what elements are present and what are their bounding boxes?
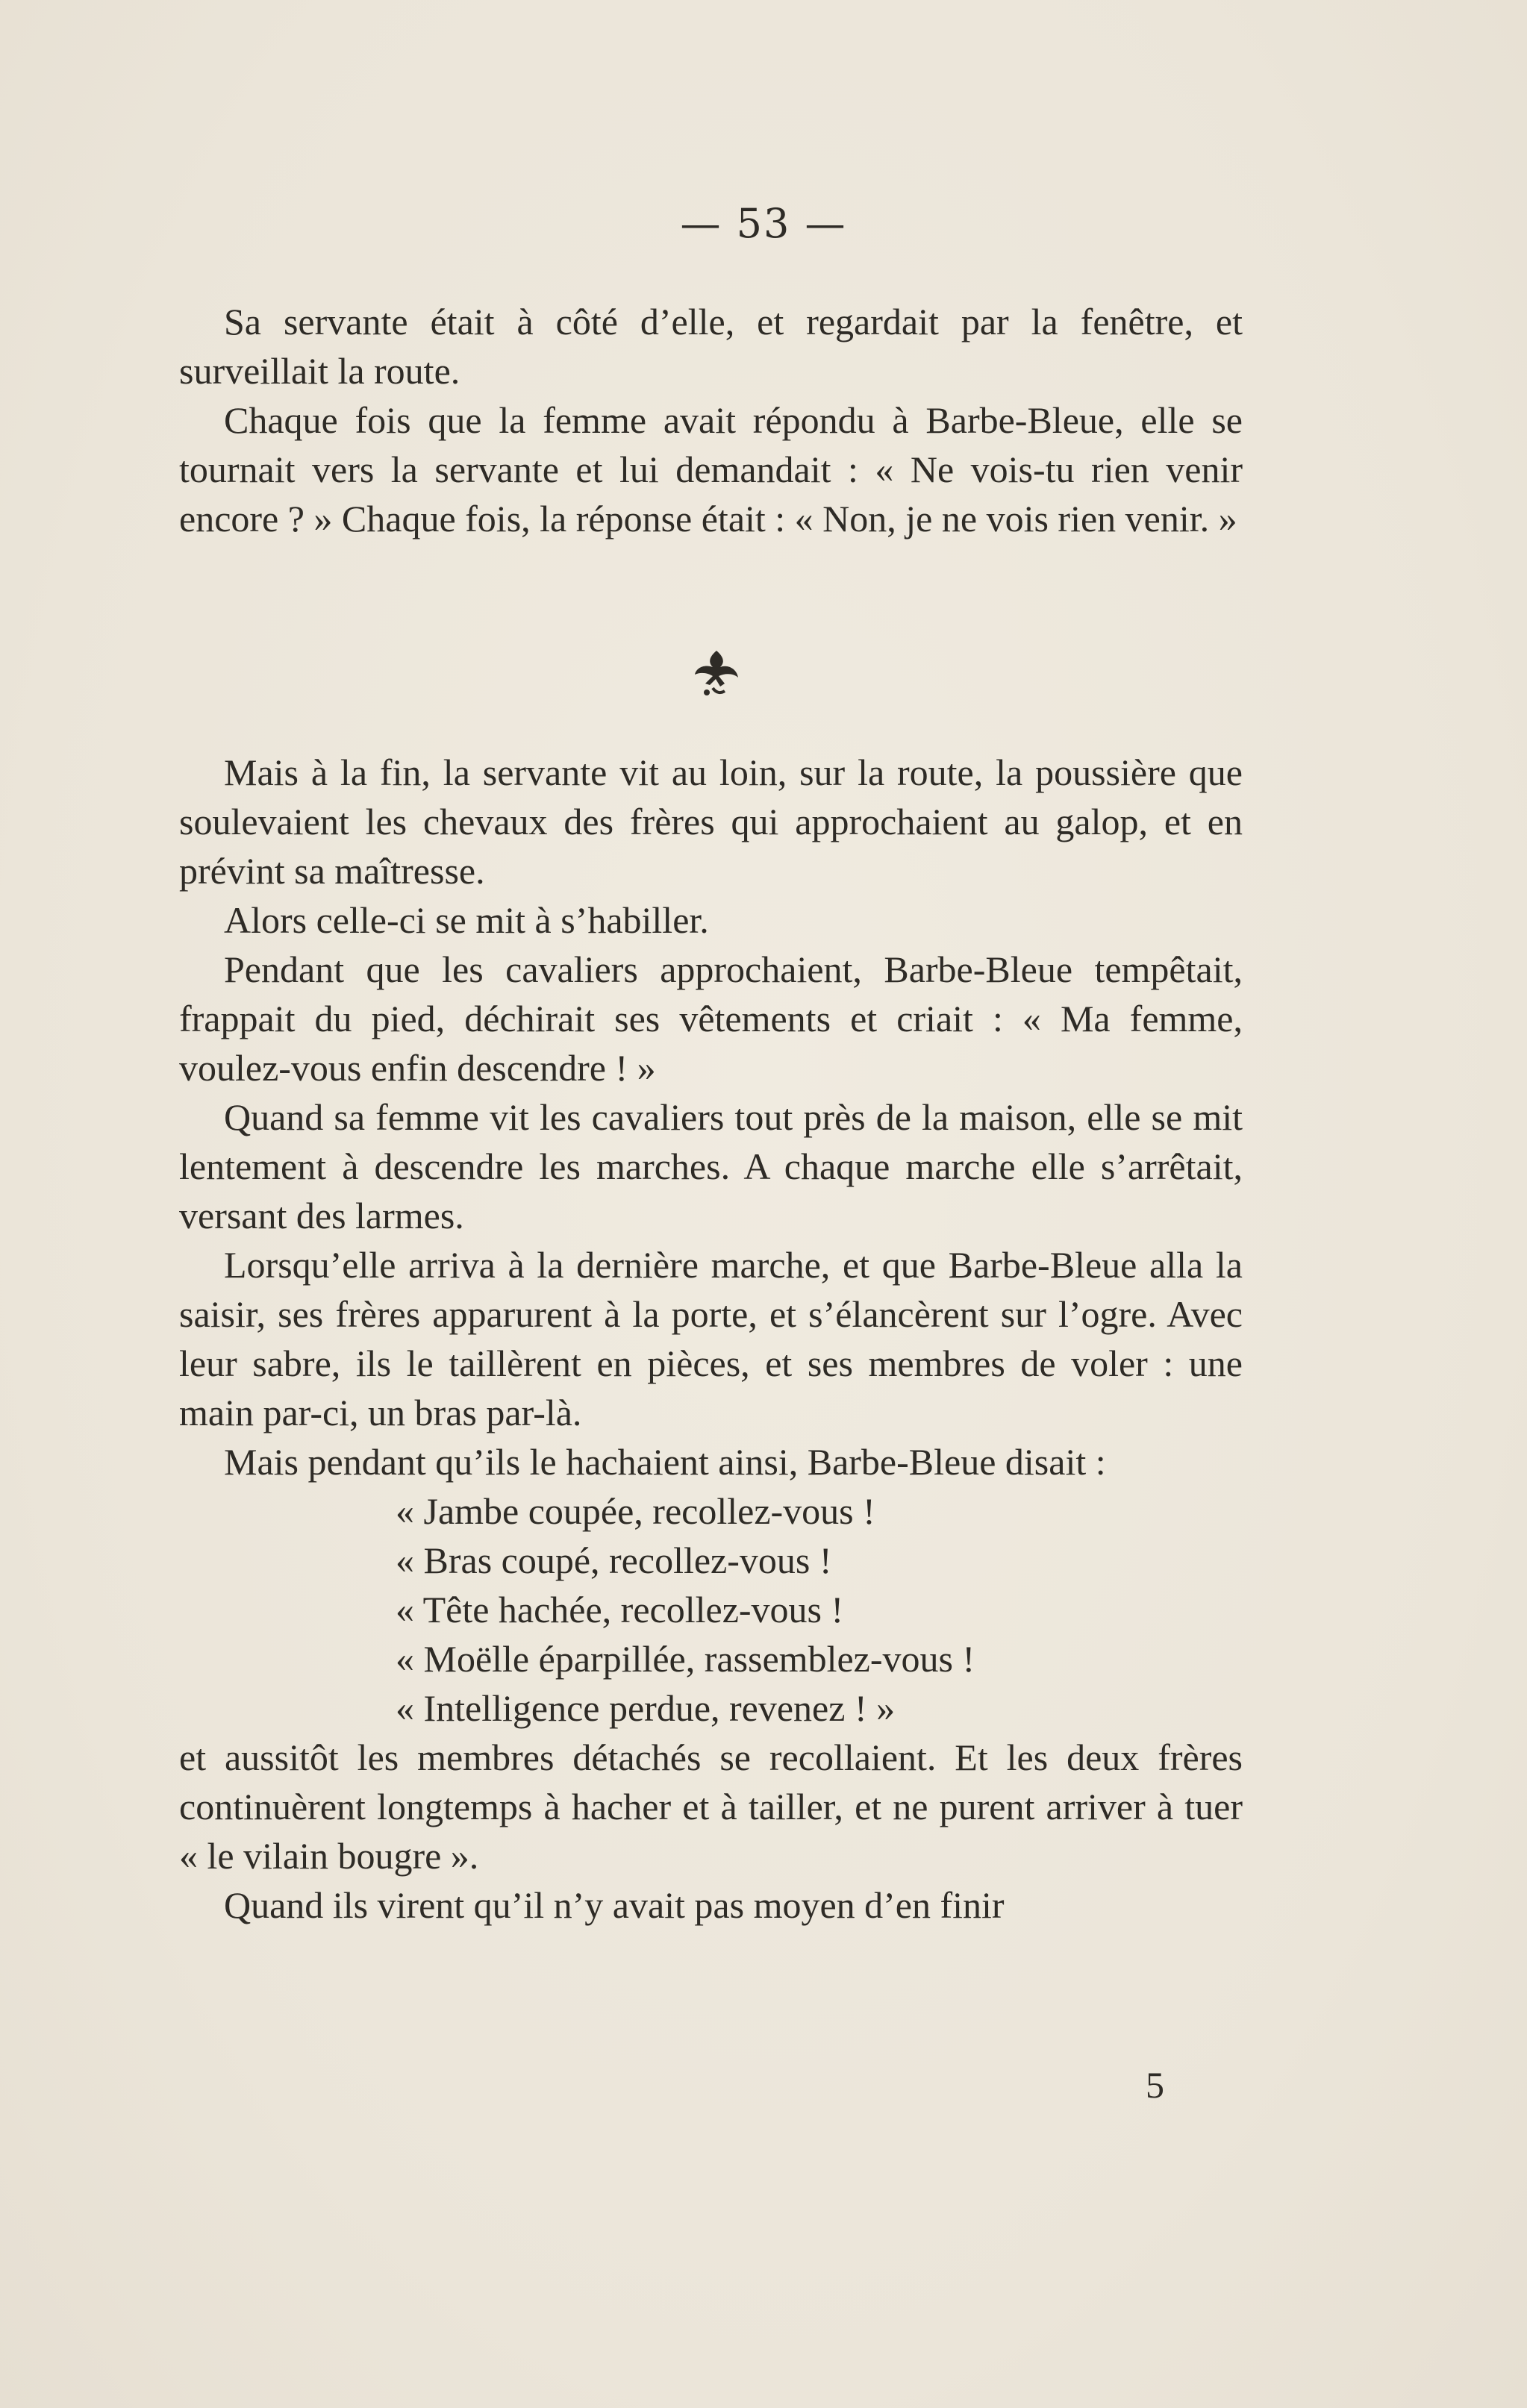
paragraph: Mais à la fin, la servante vit au loin, sur la route, la poussière que soulevaient les chevaux des frères qui approchaient au galop, et en prévint sa maîtresse.	[179, 751, 1243, 892]
paragraph: Pendant que les cavaliers approchaient, Barbe-Bleue tempêtait, frappait du pied, déchirait ses vêtements et criait : « Ma femme, voulez-vous enfin descendre ! »	[179, 948, 1243, 1089]
text-block-bottom	[179, 748, 1243, 1930]
verse-line: « Intelligence perdue, revenez ! »	[396, 1687, 896, 1729]
paragraph: Quand sa femme vit les cavaliers tout près de la maison, elle se mit lentement à descendre les marches. A chaque marche elle s’arrêtait, versant des larmes.	[179, 1096, 1243, 1236]
verse-block	[179, 1486, 1243, 1733]
verse-line: « Tête hachée, recollez-vous !	[396, 1589, 844, 1630]
paragraph: Chaque fois que la femme avait répondu à Barbe-Bleue, elle se tournait vers la servante et lui demandait : « Ne vois-tu rien venir encore ? » Chaque fois, la réponse était : « Non, je ne vois rien venir. »	[179, 399, 1243, 540]
paragraph: et aussitôt les membres détachés se recollaient. Et les deux frères continuèrent longtemps à hacher et à tailler, et ne purent arriver à tuer « le vilain bougre ».	[179, 1736, 1243, 1877]
verse-line: « Jambe coupée, recollez-vous !	[396, 1490, 875, 1532]
verse-line: « Bras coupé, recollez-vous !	[396, 1539, 832, 1581]
text-block-top	[179, 297, 1243, 543]
page-number: — 53 —	[680, 200, 847, 247]
fleuron-icon	[690, 648, 743, 701]
paragraph: Alors celle-ci se mit à s’habiller.	[224, 899, 709, 941]
verse-line: « Moëlle éparpillée, rassemblez-vous !	[396, 1638, 975, 1680]
paragraph: Mais pendant qu’ils le hachaient ainsi, Barbe-Bleue disait :	[224, 1441, 1106, 1483]
paragraph: Quand ils virent qu’il n’y avait pas moyen d’en finir	[224, 1884, 1005, 1926]
signature-mark: 5	[1146, 2064, 1164, 2106]
paragraph: Sa servante était à côté d’elle, et regardait par la fenêtre, et surveillait la route.	[179, 301, 1243, 392]
paragraph: Lorsqu’elle arriva à la dernière marche, et que Barbe-Bleue alla la saisir, ses frères apparurent à la porte, et s’élancèrent sur l’ogre. Avec leur sabre, ils le taillèrent en pièces, et ses membres de voler : une main par-ci, un bras par-là.	[179, 1244, 1243, 1433]
fleuron-ornament	[0, 648, 1527, 707]
